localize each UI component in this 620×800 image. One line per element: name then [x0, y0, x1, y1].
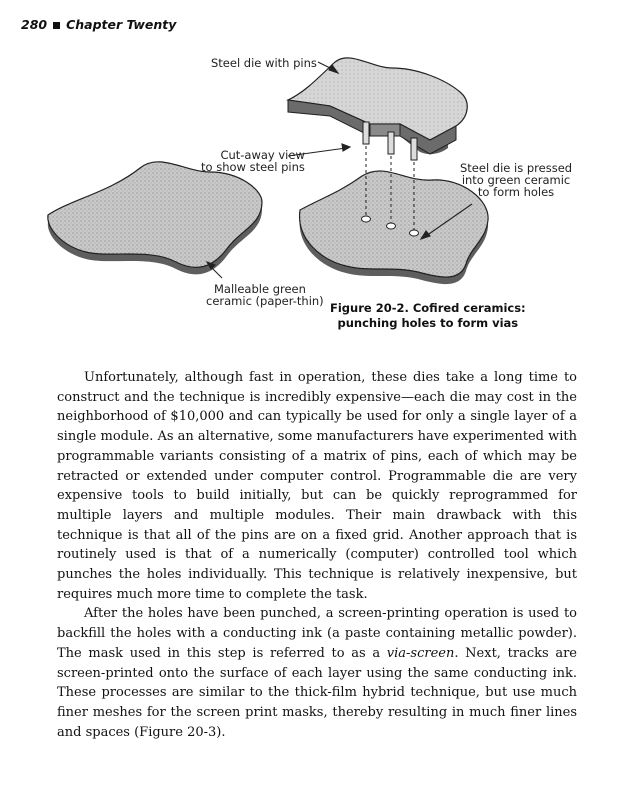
steel-die-label: Steel die with pins [211, 56, 317, 70]
page-number: 280 [21, 17, 48, 32]
via-hole [362, 216, 371, 222]
header-square-icon [53, 22, 60, 29]
cutaway-label [201, 149, 305, 173]
steel-pin [363, 122, 369, 144]
steel-pin [411, 138, 417, 160]
via-hole [410, 230, 419, 236]
malleable-label-line2: ceramic (paper-thin) [206, 294, 324, 308]
green-ceramic-sheet-left [48, 162, 262, 275]
pressed-label-line2: into green ceramic [461, 173, 571, 187]
pressed-label-line1: Steel die is pressed [460, 161, 573, 175]
paragraph-2-part2: . Next, tracks are screen-printed onto the surface of each layer using the same conducting ink. These processes are similar to the thick-film hybrid technique, but use much finer meshes for the screen print masks, thereby resulting in much finer lines and spaces (Figure 20-3). [57, 645, 577, 740]
steel-die [288, 58, 467, 160]
malleable-label-line1: Malleable green [214, 282, 306, 296]
pressed-label-line3: to form holes [477, 185, 555, 199]
chapter-title: Chapter Twenty [66, 17, 177, 32]
caption-line1: Figure 20-2. Cofired ceramics: [330, 301, 526, 315]
paragraph-1: Unfortunately, although fast in operation, these dies take a long time to construct and the technique is incredibly expensive—each die may cost in the neighborhood of $10,000 and can typically be used for only a single layer of a single module. As an alternative, some manufacturers have experimented with programmable variants consisting of a matrix of pins, each of which may be retracted or extended under computer control. Programmable die are very expensive tools to build initially, but can be quickly reprogrammed for multiple layers and multiple modules. Their main drawback with this technique is that all of the pins are on a fixed grid. Another approach that is routinely used is that of a numerically (computer) controlled tool which punches the holes individually. This technique is relatively inexpensive, but requires much more time to complete the task. [57, 370, 577, 602]
paragraph-2-part1: After the holes have been punched, a screen-printing operation is used to backfill the holes with a conducting ink (a paste containing metallic powder). The mask used in this step is referred to as a [57, 606, 577, 661]
via-screen-term: via-screen [386, 645, 455, 661]
figure-caption [330, 301, 526, 331]
cutaway-label-line2: to show steel pins [201, 160, 305, 174]
running-header [21, 17, 176, 32]
pressed-label [460, 162, 572, 198]
steel-pin [388, 132, 394, 154]
figure-20-2 [0, 40, 620, 340]
paragraph-2 [57, 604, 577, 742]
caption-line2: punching holes to form vias [337, 316, 519, 330]
malleable-label [206, 283, 324, 307]
cutaway-label-line1: Cut-away view [220, 148, 305, 162]
via-hole [387, 223, 396, 229]
body-text [57, 368, 577, 742]
